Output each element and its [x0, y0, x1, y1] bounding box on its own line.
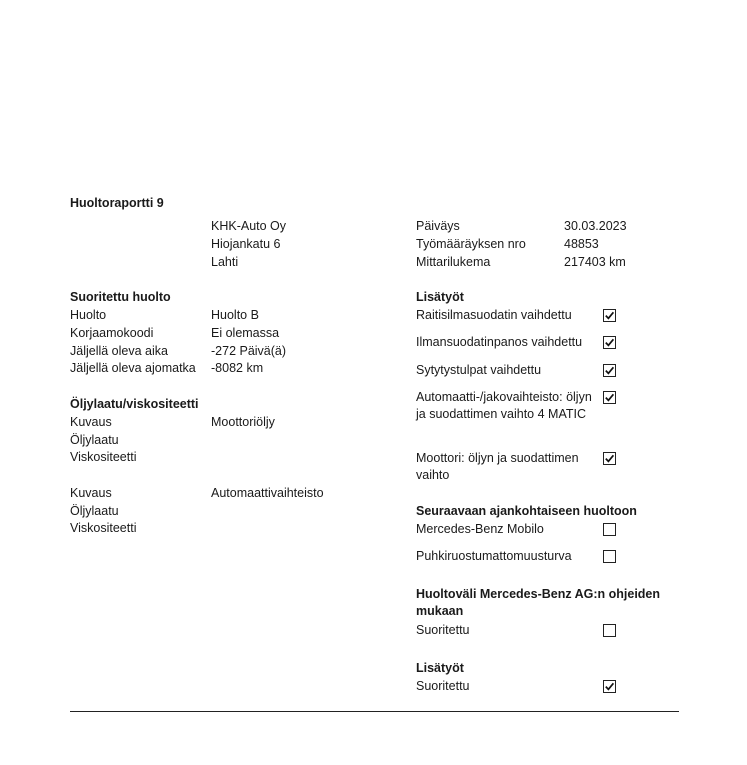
check-icon — [604, 453, 615, 464]
report-title: Huoltoraportti 9 — [70, 196, 164, 210]
check-icon — [604, 365, 615, 376]
next-service-checkbox[interactable] — [603, 550, 616, 563]
check-icon — [604, 310, 615, 321]
service-value: Ei olemassa — [211, 326, 280, 340]
next-service-item-label: Puhkiruostumattomuusturva — [416, 549, 572, 563]
oil-value: Automaattivaihteisto — [211, 486, 324, 500]
oil-label: Kuvaus — [70, 486, 112, 500]
next-service-item-label: Mercedes-Benz Mobilo — [416, 522, 544, 536]
extras-item-checkbox[interactable] — [603, 309, 616, 322]
workshop-city: Lahti — [211, 255, 239, 269]
extras-item-label: Ilmansuodatinpanos vaihdettu — [416, 335, 583, 349]
service-value: Huolto B — [211, 308, 259, 322]
oil-label: Öljylaatu — [70, 433, 119, 447]
meta-label-odometer: Mittarilukema — [416, 255, 491, 269]
next-service-checkbox[interactable] — [603, 523, 616, 536]
service-label: Jäljellä oleva aika — [70, 344, 168, 358]
extras-item-checkbox[interactable] — [603, 364, 616, 377]
meta-label-order: Työmääräyksen nro — [416, 237, 526, 251]
oil-label: Öljylaatu — [70, 504, 119, 518]
interval-heading: Huoltoväli Mercedes-Benz AG:n ohjeiden mukaan — [416, 587, 661, 618]
extras-item-label: Raitisilmasuodatin vaihdettu — [416, 308, 572, 322]
meta-value-odometer: 217403 km — [564, 255, 626, 269]
next-service-heading: Seuraavaan ajankohtaiseen huoltoon — [416, 504, 637, 518]
extras2-heading: Lisätyöt — [416, 661, 464, 675]
extras-item-checkbox[interactable] — [603, 452, 616, 465]
service-label: Huolto — [70, 308, 107, 322]
oil-heading: Öljylaatu/viskositeetti — [70, 397, 199, 411]
oil-label: Viskositeetti — [70, 521, 137, 535]
check-icon — [604, 337, 615, 348]
oil-label: Kuvaus — [70, 415, 112, 429]
oil-value: Moottoriöljy — [211, 415, 275, 429]
interval-item-label: Suoritettu — [416, 623, 470, 637]
extras-item-checkbox[interactable] — [603, 391, 616, 404]
extras-item-label: Sytytystulpat vaihdettu — [416, 363, 542, 377]
extras-heading: Lisätyöt — [416, 290, 464, 304]
check-icon — [604, 392, 615, 403]
service-value: -8082 km — [211, 361, 264, 375]
meta-label-date: Päiväys — [416, 219, 460, 233]
service-heading: Suoritettu huolto — [70, 290, 171, 304]
oil-label: Viskositeetti — [70, 450, 137, 464]
workshop-street: Hiojankatu 6 — [211, 237, 281, 251]
service-label: Jäljellä oleva ajomatka — [70, 361, 196, 375]
extras2-checkbox[interactable] — [603, 680, 616, 693]
meta-value-order: 48853 — [564, 237, 599, 251]
service-label: Korjaamokoodi — [70, 326, 154, 340]
extras2-item-label: Suoritettu — [416, 679, 470, 693]
workshop-name: KHK-Auto Oy — [211, 219, 287, 233]
extras-item-checkbox[interactable] — [603, 336, 616, 349]
extras-item-label: Moottori: öljyn ja suodattimen vaihto — [416, 451, 579, 482]
bottom-divider — [70, 711, 679, 712]
interval-checkbox[interactable] — [603, 624, 616, 637]
extras-item-label: Automaatti-/jakovaihteisto: öljyn ja suodattimen vaihto 4 MATIC — [416, 390, 592, 421]
check-icon — [604, 681, 615, 692]
service-value: -272 Päivä(ä) — [211, 344, 287, 358]
meta-value-date: 30.03.2023 — [564, 219, 627, 233]
